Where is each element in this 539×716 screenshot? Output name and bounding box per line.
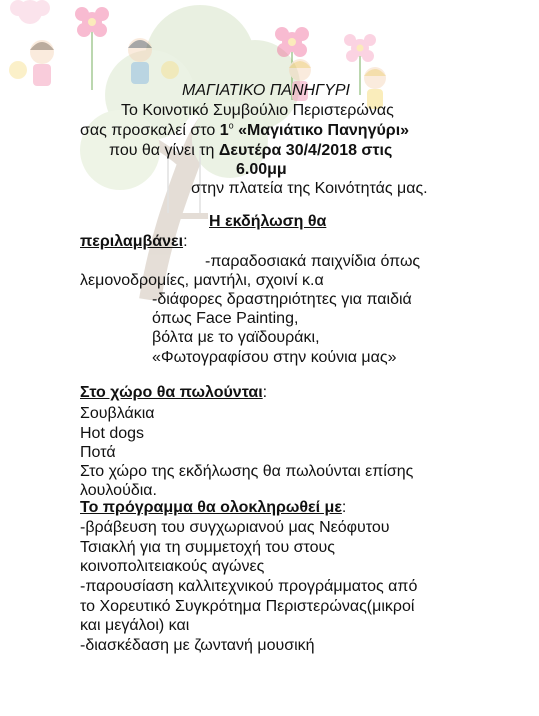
includes-heading-line2: [80, 232, 188, 251]
sales-heading-text: Στο χώρο θα πωλούνται: [80, 384, 263, 401]
includes-heading-colon: :: [183, 233, 188, 250]
sales-item: Hot dogs: [80, 425, 145, 442]
event-date: Δευτέρα 30/4/2018 στις: [218, 142, 393, 159]
date-intro: που θα γίνει τη: [109, 142, 219, 159]
program-item: -διασκέδαση με ζωντανή μουσική: [80, 637, 315, 654]
program-item: -βράβευση του συγχωριανού μας Νεόφυτου: [80, 519, 390, 536]
includes-heading-word: περιλαμβάνει: [80, 233, 184, 250]
includes-item: βόλτα με το γαϊδουράκι,: [152, 329, 320, 346]
includes-heading-line1: Η εκδήλωση θα: [209, 213, 327, 230]
event-time: 6.00μμ: [236, 161, 287, 178]
program-item: και μεγάλοι) και: [80, 617, 190, 634]
sales-note: λουλούδια.: [80, 482, 157, 499]
includes-item: -διάφορες δραστηριότητες για παιδιά: [152, 291, 412, 308]
event-name: «Μαγιάτικο Πανηγύρι»: [238, 122, 410, 139]
program-item: Τσιακλή για τη συμμετοχή του στους: [80, 539, 335, 556]
sales-heading: [80, 383, 267, 402]
program-heading-text: Το πρόγραμμα θα ολοκληρωθεί με: [80, 499, 342, 516]
includes-item: λεμονοδρομίες, μαντήλι, σχοινί κ.α: [80, 272, 324, 289]
program-item: το Χορευτικό Συγκρότημα Περιστερώνας(μικροί: [80, 598, 415, 615]
program-heading: [80, 498, 346, 517]
sales-item: Σουβλάκια: [80, 405, 155, 422]
sales-item: Ποτά: [80, 444, 116, 461]
invite-text: σας προσκαλεί στο: [80, 122, 220, 139]
includes-item: -παραδοσιακά παιχνίδια όπως: [205, 253, 421, 270]
sales-heading-colon: :: [262, 384, 268, 401]
program-item: -παρουσίαση καλλιτεχνικού προγράμματος από: [80, 578, 418, 595]
event-title: ΜΑΓΙΑΤΙΚΟ ΠΑΝΗΓΥΡΙ: [182, 82, 350, 99]
includes-item: «Φωτογραφίσου στην κούνια μας»: [152, 349, 397, 366]
event-location: στην πλατεία της Κοινότητάς μας.: [191, 180, 428, 197]
program-item: κοινοπολιτειακούς αγώνες: [80, 558, 265, 575]
program-heading-colon: :: [341, 499, 347, 516]
ordinal-number: 1: [219, 122, 229, 139]
invitation-line-council: Το Κοινοτικό Συμβούλιο Περιστερώνας: [121, 102, 394, 119]
includes-item: όπως Face Painting,: [152, 310, 299, 327]
ordinal-suffix: ο: [228, 120, 234, 131]
invitation-line-date: [109, 141, 392, 160]
invitation-line-invite: [80, 121, 409, 140]
sales-note: Στο χώρο της εκδήλωσης θα πωλούνται επίσης: [80, 463, 414, 480]
